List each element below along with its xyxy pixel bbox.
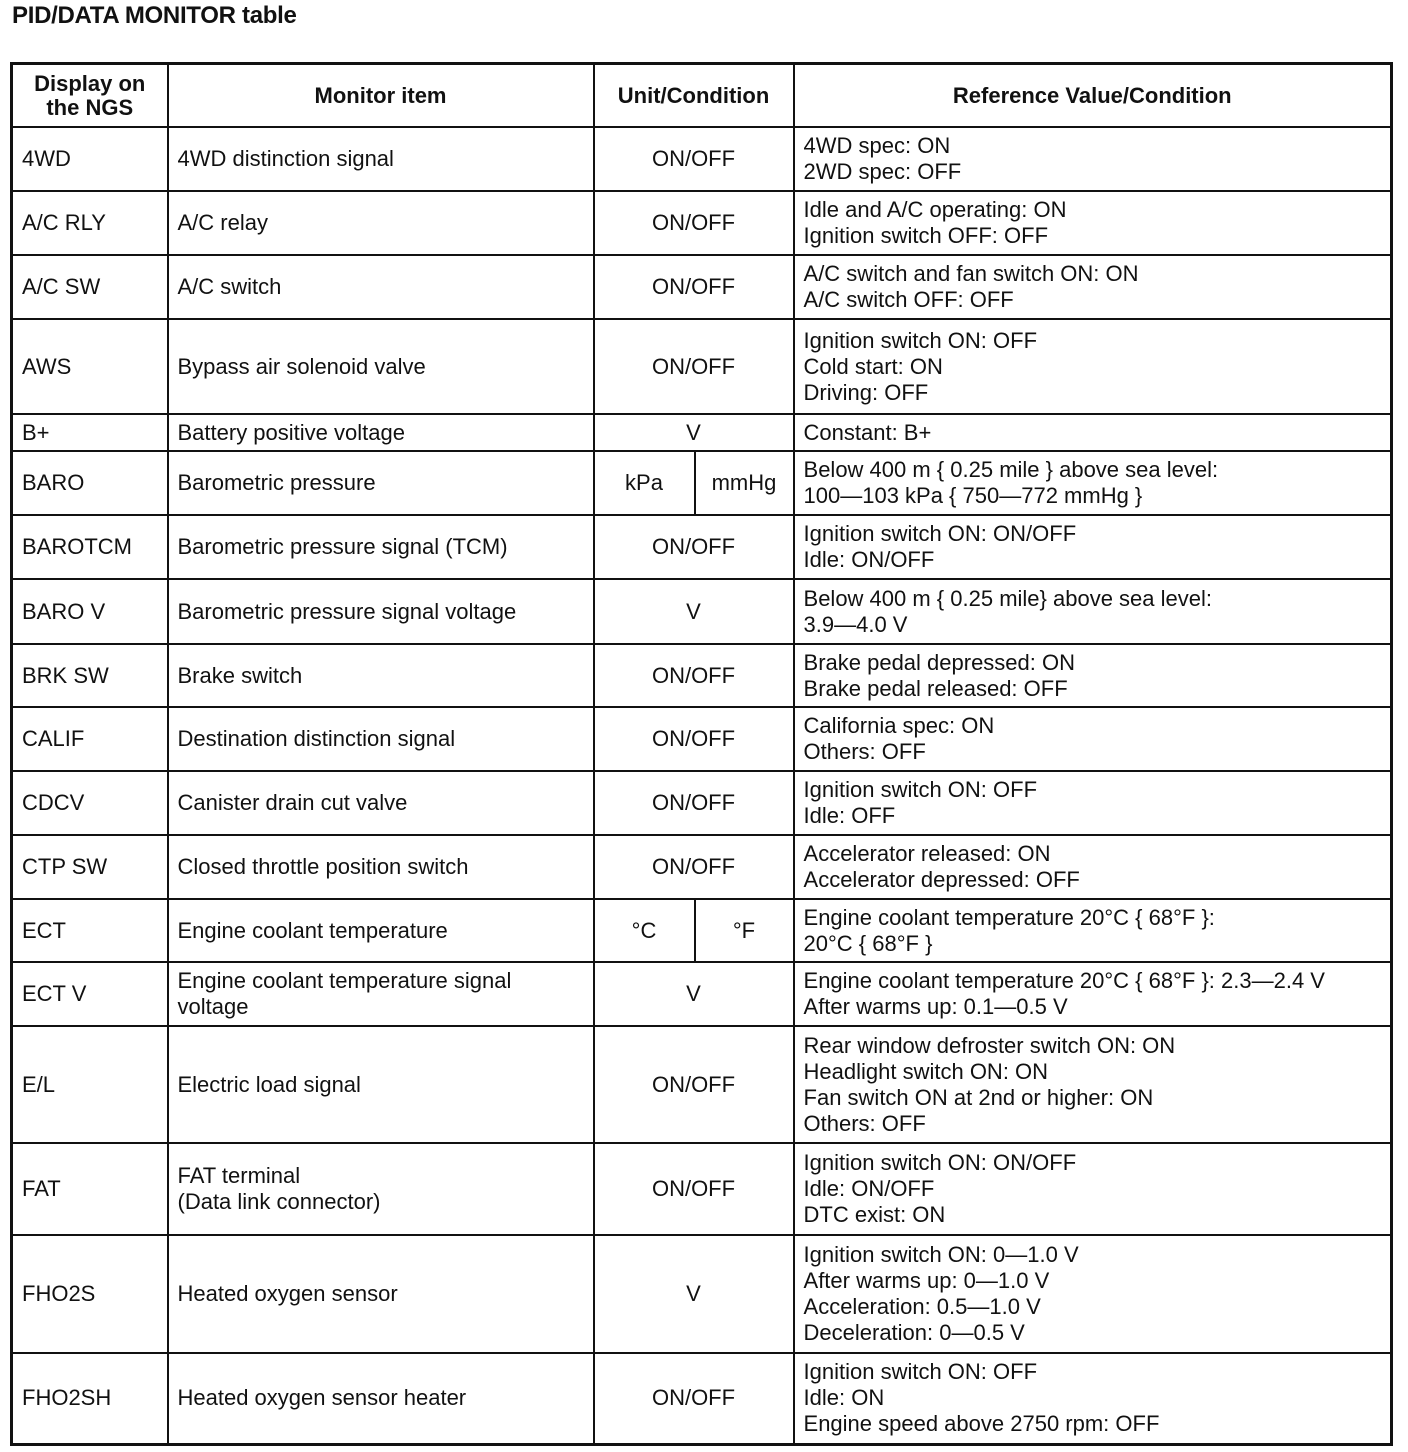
monitor-item-cell xyxy=(168,1353,594,1444)
monitor-item-line: Barometric pressure xyxy=(177,470,376,495)
monitor-item-line: FAT terminal xyxy=(177,1163,301,1188)
display-cell: A/C RLY xyxy=(12,191,168,255)
monitor-item-line: Electric load signal xyxy=(177,1071,361,1097)
reference-cell xyxy=(794,515,1392,579)
display-cell: E/L xyxy=(12,1026,168,1143)
monitor-item-cell xyxy=(168,127,594,191)
reference-line: Ignition switch ON: 0—1.0 V xyxy=(803,1242,1079,1267)
monitor-item-cell xyxy=(168,515,594,579)
reference-line: Engine speed above 2750 rpm: OFF xyxy=(803,1411,1160,1437)
monitor-item-cell xyxy=(168,255,594,319)
table-row xyxy=(12,1235,1392,1353)
reference-cell xyxy=(794,579,1392,644)
unit-cell: ON/OFF xyxy=(594,707,794,771)
table-row xyxy=(12,644,1392,707)
unit-cell: ON/OFF xyxy=(594,771,794,835)
reference-line: A/C switch OFF: OFF xyxy=(803,287,1014,312)
table-row xyxy=(12,707,1392,771)
display-cell: 4WD xyxy=(12,127,168,191)
header-row xyxy=(12,64,1392,128)
reference-cell xyxy=(794,414,1392,451)
reference-line: Rear window defroster switch ON: ON xyxy=(803,1032,1176,1058)
reference-line: Engine coolant temperature 20°C { 68°F }: 2.3—2.4 V xyxy=(803,968,1325,993)
header-monitor-item: Monitor item xyxy=(168,64,594,128)
unit-cell: ON/OFF xyxy=(594,319,794,414)
table-row xyxy=(12,579,1392,644)
reference-line: A/C switch and fan switch ON: ON xyxy=(803,261,1139,286)
unit-cell: mmHg xyxy=(695,451,794,515)
page-title: PID/DATA MONITOR table xyxy=(12,2,297,29)
monitor-item-cell xyxy=(168,771,594,835)
header-display-line: Display on xyxy=(34,70,146,96)
monitor-item-cell xyxy=(168,451,594,515)
reference-line: Others: OFF xyxy=(803,739,926,764)
unit-cell: ON/OFF xyxy=(594,255,794,319)
display-cell: BARO V xyxy=(12,579,168,644)
display-cell: FAT xyxy=(12,1143,168,1235)
monitor-item-cell xyxy=(168,191,594,255)
reference-cell xyxy=(794,835,1392,899)
monitor-item-line: Engine coolant temperature xyxy=(177,917,448,943)
display-cell: FHO2SH xyxy=(12,1353,168,1444)
reference-line: Ignition switch OFF: OFF xyxy=(803,223,1049,248)
table-row xyxy=(12,962,1392,1026)
monitor-item-line: Heated oxygen sensor xyxy=(177,1281,398,1306)
display-cell: BARO xyxy=(12,451,168,515)
unit-cell: V xyxy=(594,414,794,451)
reference-cell xyxy=(794,1026,1392,1143)
reference-line: 20°C { 68°F } xyxy=(803,930,933,956)
header-reference-value: Reference Value/Condition xyxy=(794,64,1392,128)
reference-line: Idle: ON/OFF xyxy=(803,1176,935,1201)
monitor-item-line: Barometric pressure signal voltage xyxy=(177,598,517,624)
unit-cell: ON/OFF xyxy=(594,1026,794,1143)
reference-cell xyxy=(794,899,1392,962)
monitor-item-line: A/C relay xyxy=(177,210,268,235)
reference-cell xyxy=(794,962,1392,1026)
reference-line: Idle: ON xyxy=(803,1385,885,1411)
reference-line: Fan switch ON at 2nd or higher: ON xyxy=(803,1084,1154,1110)
display-cell: FHO2S xyxy=(12,1235,168,1353)
display-cell: ECT V xyxy=(12,962,168,1026)
monitor-item-line: voltage xyxy=(177,994,249,1019)
table-row xyxy=(12,1026,1392,1143)
reference-line: Cold start: ON xyxy=(803,353,943,379)
reference-line: Idle: ON/OFF xyxy=(803,547,935,572)
table-row xyxy=(12,899,1392,962)
reference-line: Ignition switch ON: ON/OFF xyxy=(803,521,1077,546)
monitor-item-line: Heated oxygen sensor heater xyxy=(177,1385,467,1411)
reference-line: 2WD spec: OFF xyxy=(803,159,962,184)
monitor-item-line: Destination distinction signal xyxy=(177,726,456,751)
reference-line: Ignition switch ON: OFF xyxy=(803,327,1038,353)
monitor-item-cell xyxy=(168,1143,594,1235)
unit-cell: V xyxy=(594,1235,794,1353)
unit-cell: ON/OFF xyxy=(594,1143,794,1235)
monitor-item-cell xyxy=(168,644,594,707)
table-row xyxy=(12,451,1392,515)
reference-line: Constant: B+ xyxy=(803,419,932,445)
reference-line: 100—103 kPa { 750—772 mmHg } xyxy=(803,483,1143,508)
reference-cell xyxy=(794,127,1392,191)
monitor-item-cell xyxy=(168,899,594,962)
table-row xyxy=(12,255,1392,319)
table-row xyxy=(12,1353,1392,1444)
reference-cell xyxy=(794,191,1392,255)
display-cell: BAROTCM xyxy=(12,515,168,579)
monitor-item-cell xyxy=(168,962,594,1026)
reference-line: Driving: OFF xyxy=(803,379,929,405)
reference-line: Idle: OFF xyxy=(803,803,896,828)
reference-cell xyxy=(794,319,1392,414)
header-display xyxy=(12,64,168,128)
table-row xyxy=(12,515,1392,579)
monitor-item-line: Closed throttle position switch xyxy=(177,854,469,879)
reference-line: Brake pedal depressed: ON xyxy=(803,649,1076,675)
reference-line: Deceleration: 0—0.5 V xyxy=(803,1320,1025,1345)
table-row xyxy=(12,1143,1392,1235)
reference-line: 3.9—4.0 V xyxy=(803,611,908,637)
reference-line: Accelerator depressed: OFF xyxy=(803,867,1080,892)
reference-cell xyxy=(794,1143,1392,1235)
reference-line: Brake pedal released: OFF xyxy=(803,675,1068,701)
reference-line: Idle and A/C operating: ON xyxy=(803,197,1067,222)
monitor-item-cell xyxy=(168,707,594,771)
pid-data-monitor-table xyxy=(10,62,1393,1446)
header-display-line: the NGS xyxy=(46,94,134,120)
display-cell: ECT xyxy=(12,899,168,962)
reference-cell xyxy=(794,1235,1392,1353)
reference-line: Ignition switch ON: OFF xyxy=(803,1359,1038,1385)
reference-line: Below 400 m { 0.25 mile} above sea level: xyxy=(803,585,1212,611)
table-row xyxy=(12,127,1392,191)
reference-line: Headlight switch ON: ON xyxy=(803,1058,1049,1084)
unit-cell: ON/OFF xyxy=(594,1353,794,1444)
display-cell: A/C SW xyxy=(12,255,168,319)
unit-cell: kPa xyxy=(594,451,695,515)
reference-cell xyxy=(794,771,1392,835)
monitor-item-cell xyxy=(168,1026,594,1143)
reference-line: Engine coolant temperature 20°C { 68°F }: xyxy=(803,904,1215,930)
reference-line: Ignition switch ON: ON/OFF xyxy=(803,1150,1077,1175)
unit-cell: ON/OFF xyxy=(594,127,794,191)
table-row xyxy=(12,771,1392,835)
reference-line: After warms up: 0.1—0.5 V xyxy=(803,994,1068,1019)
monitor-item-line: Canister drain cut valve xyxy=(177,790,408,815)
reference-cell xyxy=(794,1353,1392,1444)
monitor-item-line: Bypass air solenoid valve xyxy=(177,353,426,379)
unit-cell: ON/OFF xyxy=(594,515,794,579)
monitor-item-line: Battery positive voltage xyxy=(177,419,405,445)
table-row xyxy=(12,319,1392,414)
monitor-item-line: Engine coolant temperature signal xyxy=(177,968,512,993)
monitor-item-cell xyxy=(168,319,594,414)
reference-line: Acceleration: 0.5—1.0 V xyxy=(803,1294,1041,1319)
table-row xyxy=(12,835,1392,899)
display-cell: BRK SW xyxy=(12,644,168,707)
display-cell: B+ xyxy=(12,414,168,451)
monitor-item-line: (Data link connector) xyxy=(177,1189,381,1214)
unit-cell: ON/OFF xyxy=(594,835,794,899)
reference-line: After warms up: 0—1.0 V xyxy=(803,1268,1050,1293)
monitor-item-cell xyxy=(168,414,594,451)
reference-cell xyxy=(794,707,1392,771)
unit-cell: °F xyxy=(695,899,794,962)
unit-cell: ON/OFF xyxy=(594,191,794,255)
monitor-item-line: Brake switch xyxy=(177,662,303,688)
table-row xyxy=(12,191,1392,255)
reference-line: Others: OFF xyxy=(803,1110,926,1136)
reference-line: Below 400 m { 0.25 mile } above sea level: xyxy=(803,457,1219,482)
display-cell: AWS xyxy=(12,319,168,414)
display-cell: CDCV xyxy=(12,771,168,835)
reference-cell xyxy=(794,644,1392,707)
header-unit-condition: Unit/Condition xyxy=(594,64,794,128)
reference-line: Accelerator released: ON xyxy=(803,841,1051,866)
table-row xyxy=(12,414,1392,451)
display-cell: CALIF xyxy=(12,707,168,771)
monitor-item-line: A/C switch xyxy=(177,274,282,299)
monitor-item-line: 4WD distinction signal xyxy=(177,146,394,171)
reference-line: Ignition switch ON: OFF xyxy=(803,777,1038,802)
monitor-item-line: Barometric pressure signal (TCM) xyxy=(177,534,508,559)
display-cell: CTP SW xyxy=(12,835,168,899)
monitor-item-cell xyxy=(168,835,594,899)
reference-line: DTC exist: ON xyxy=(803,1202,946,1227)
reference-cell xyxy=(794,451,1392,515)
unit-cell: °C xyxy=(594,899,695,962)
reference-cell xyxy=(794,255,1392,319)
unit-cell: V xyxy=(594,962,794,1026)
monitor-item-cell xyxy=(168,579,594,644)
monitor-item-cell xyxy=(168,1235,594,1353)
reference-line: California spec: ON xyxy=(803,713,995,738)
unit-cell: ON/OFF xyxy=(594,644,794,707)
unit-cell: V xyxy=(594,579,794,644)
reference-line: 4WD spec: ON xyxy=(803,133,951,158)
table-body xyxy=(12,127,1392,1444)
